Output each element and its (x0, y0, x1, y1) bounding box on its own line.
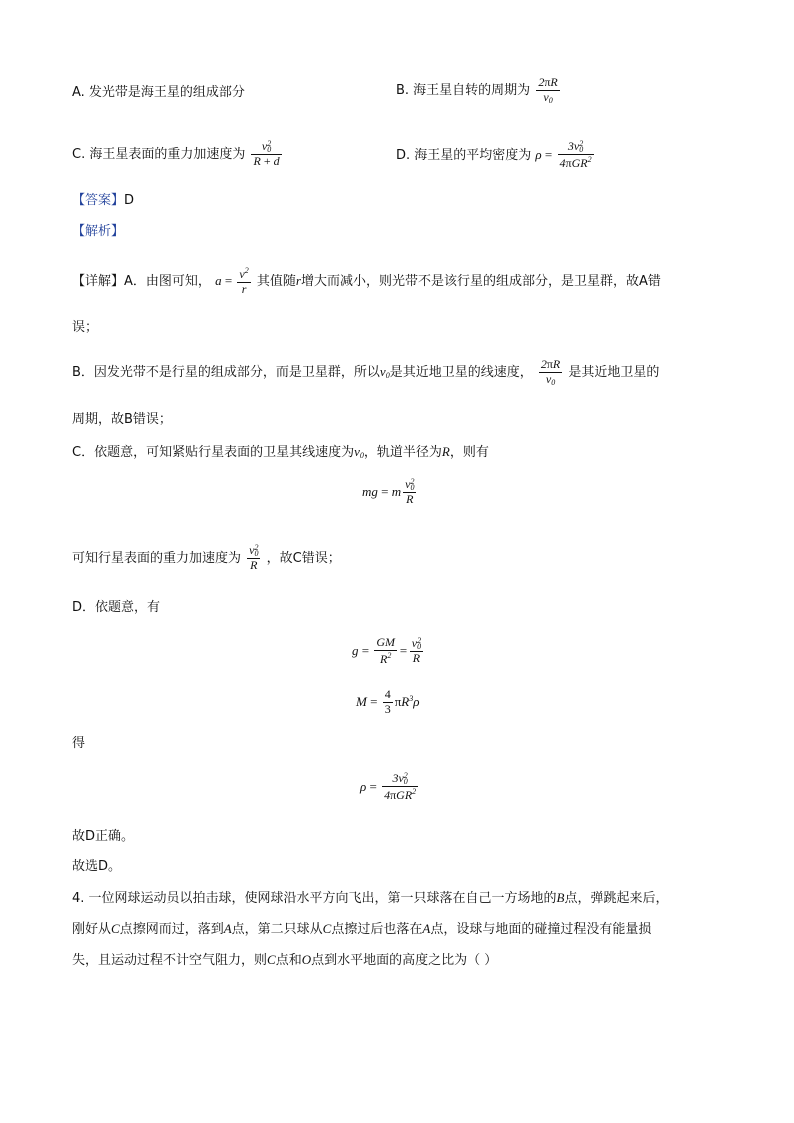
detail-d-line1: D．依题意，有 (72, 600, 161, 615)
choose-line: 故选D。 (72, 859, 122, 874)
detail-d-correct: 故D正确。 (72, 829, 135, 844)
fraction-v0sq-R-plus-d: v 2 0 R + d (253, 138, 280, 168)
option-c: C. 海王星表面的重力加速度为 v 2 0 R + d (72, 138, 280, 168)
detail-a-line2: 误； (72, 320, 99, 335)
detail-c-line2: 可知行星表面的重力加速度为 v 2 0 R ，故C错误； (72, 542, 341, 572)
detail-b-line2: 周期，故B错误； (72, 412, 172, 427)
detail-b-line1: B．因发光带不是行星的组成部分，而是卫星群，所以$v_0$是其近地卫星的线速度， $\frac{2\pi R}{v_0}$ 是其近地卫星的 (72, 357, 660, 387)
fraction-v0sq-R: v 2 0 R (405, 476, 415, 506)
answer-line: 【答案】D (72, 193, 135, 208)
fraction-v2-r: $\frac{v^2}{r}$ (239, 266, 249, 296)
fraction-2piR-v0: $\frac{2\pi R}{v_0}$ (538, 75, 558, 105)
question-4-line1: 4. 一位网球运动员以拍击球，使网球沿水平方向飞出，第一只球落在自己一方场地的B点，弹跳起来后， (72, 890, 669, 906)
equation-M: M = $\frac{4}{3}$ $\pi R^3\rho$ (356, 687, 420, 716)
equation-g: g = $\frac{GM}{R^2}$ = v 2 0 R (352, 635, 422, 666)
detail-c-line1: C．依题意，可知紧贴行星表面的卫星其线速度为$v_0$，轨道半径为R，则有 (72, 444, 489, 460)
fraction-2piR-v0-b: $\frac{2\pi R}{v_0}$ (540, 357, 561, 387)
detail-d-de: 得 (72, 736, 86, 751)
equation-rho: ρ = 3v 2 0 4πGR$^2$ (360, 770, 417, 802)
question-4-line2: 刚好从C点擦网而过，落到A点，第二只球从C点擦过后也落在A点，设球与地面的碰撞过程没有能量损 (72, 921, 652, 937)
equation-mg: mg = m v 2 0 R (362, 476, 415, 506)
option-a: A. 发光带是海王星的组成部分 (72, 85, 245, 100)
detail-a-line1: 【详解】A．由图可知， a = $\frac{v^2}{r}$ 其值随r增大而减小，则光带不是该行星的组成部分，是卫星群，故A错 (72, 266, 661, 296)
fraction-g-surface: v 2 0 R (249, 542, 259, 572)
option-b: B. 海王星自转的周期为 $\frac{2\pi R}{v_0}$ (396, 75, 558, 105)
analysis-heading: 【解析】 (72, 224, 125, 239)
option-d: D. 海王星的平均密度为 ρ = 3v 2 0 4πGR$^2$ (396, 138, 592, 170)
fraction-density: 3v 2 0 4πGR$^2$ (559, 138, 592, 170)
question-4-line3: 失，且运动过程不计空气阻力，则C点和O点到水平地面的高度之比为（ ） (72, 952, 498, 968)
